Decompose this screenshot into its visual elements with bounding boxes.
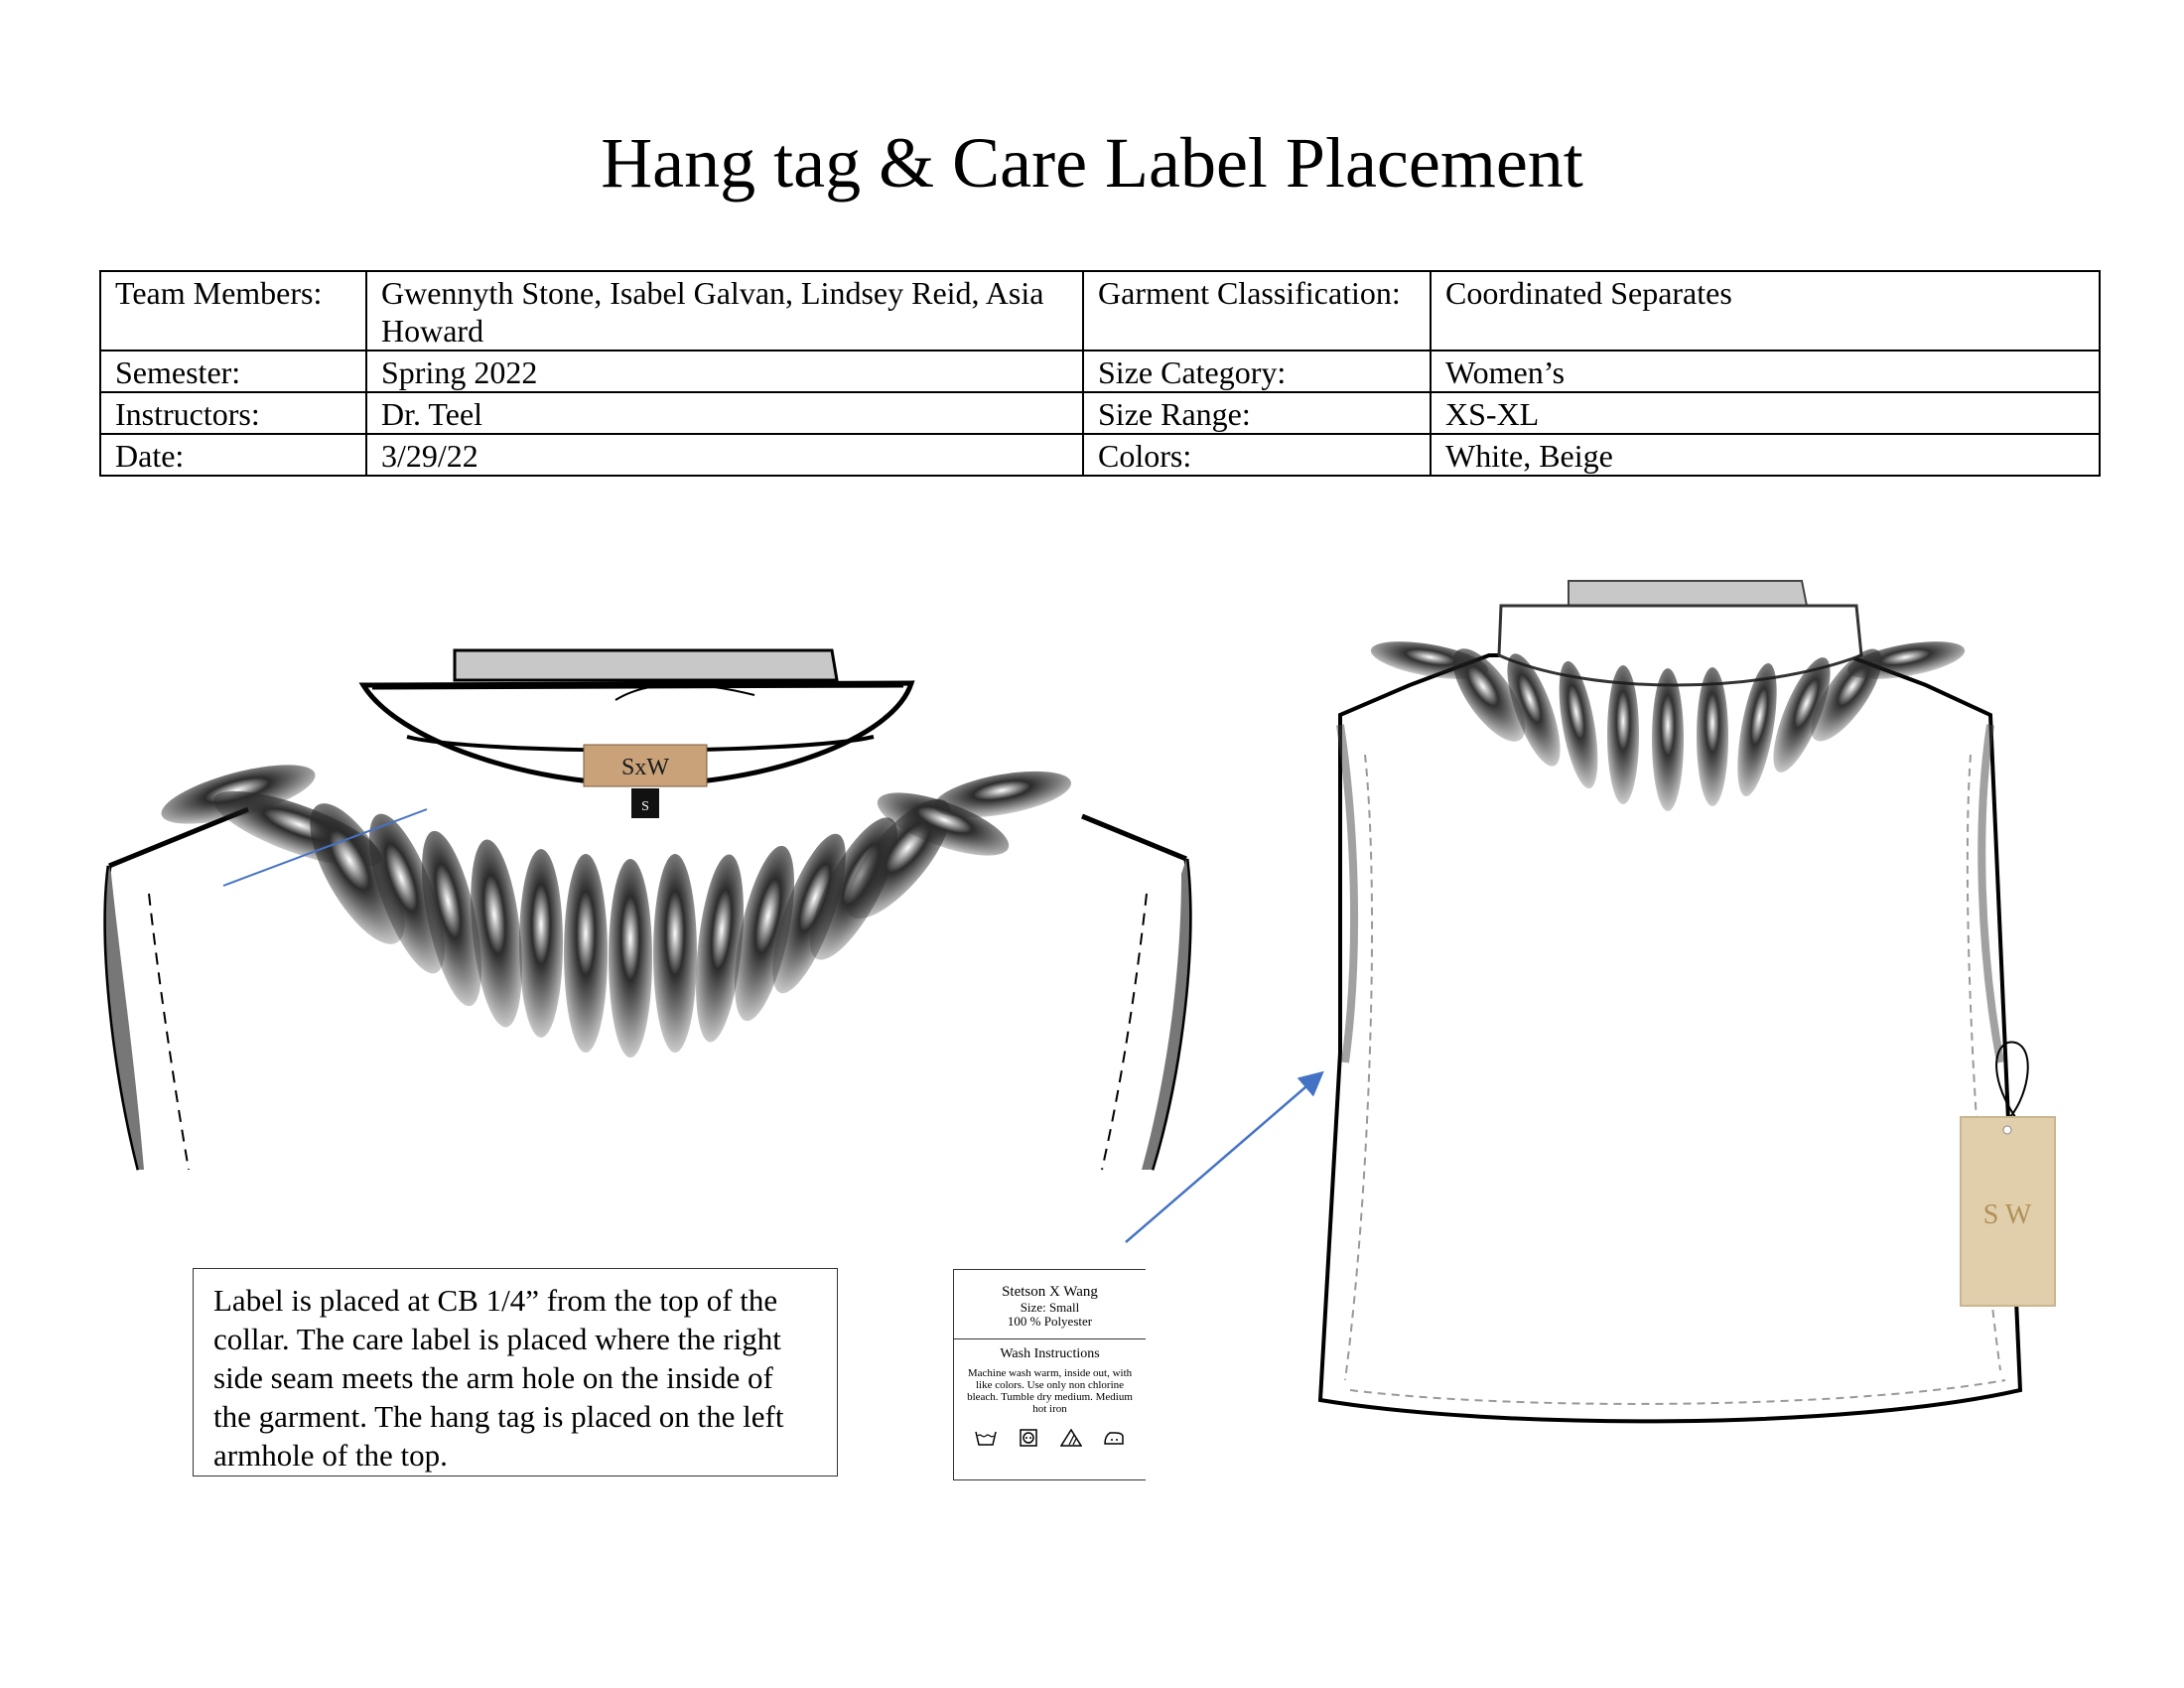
value-team-members: Gwennyth Stone, Isabel Galvan, Lindsey Reid, Asia Howard [366,271,1083,351]
value-date: 3/29/22 [366,434,1083,476]
label-team-members: Team Members: [100,271,366,351]
label-instructors: Instructors: [100,392,366,434]
back-view-closeup [106,650,1189,1170]
value-colors: White, Beige [1431,434,2100,476]
care-label-fabric: 100 % Polyester [1007,1314,1093,1329]
care-symbols [954,1415,1146,1447]
care-label [953,1269,1146,1480]
value-garment-classification: Coordinated Separates [1431,271,2100,351]
wash-tub-icon [975,1429,997,1447]
tumble-dry-icon [1018,1429,1039,1447]
care-label-size: Size: Small [1020,1300,1080,1315]
label-garment-classification: Garment Classification: [1083,271,1431,351]
value-semester: Spring 2022 [366,351,1083,392]
label-size-range: Size Range: [1083,392,1431,434]
value-instructors: Dr. Teel [366,392,1083,434]
value-size-range: XS-XL [1431,392,2100,434]
front-view-top [1320,581,2055,1421]
care-label-brand: Stetson X Wang [1002,1284,1098,1300]
iron-icon [1103,1429,1125,1447]
label-size-category: Size Category: [1083,351,1431,392]
neck-label-size: S [641,799,649,814]
placement-note: Label is placed at CB 1/4” from the top of the collar. The care label is placed where the right side seam meets the arm hole on the inside of the garment. The hang tag is placed on the left armhole of the top. [193,1268,838,1477]
bleach-triangle-icon [1060,1429,1082,1447]
label-date: Date: [100,434,366,476]
label-semester: Semester: [100,351,366,392]
neck-label-logo: SxW [621,755,669,780]
label-colors: Colors: [1083,434,1431,476]
hang-tag-logo: S W [1982,1199,2032,1230]
care-label-wash-text: Machine wash warm, inside out, with like colors. Use only non chlorine bleach. Tumble dry medium. Medium hot iron [967,1367,1133,1415]
value-size-category: Women’s [1431,351,2100,392]
page-title: Hang tag & Care Label Placement [601,123,1583,203]
care-label-wash-title: Wash Instructions [1000,1346,1100,1361]
